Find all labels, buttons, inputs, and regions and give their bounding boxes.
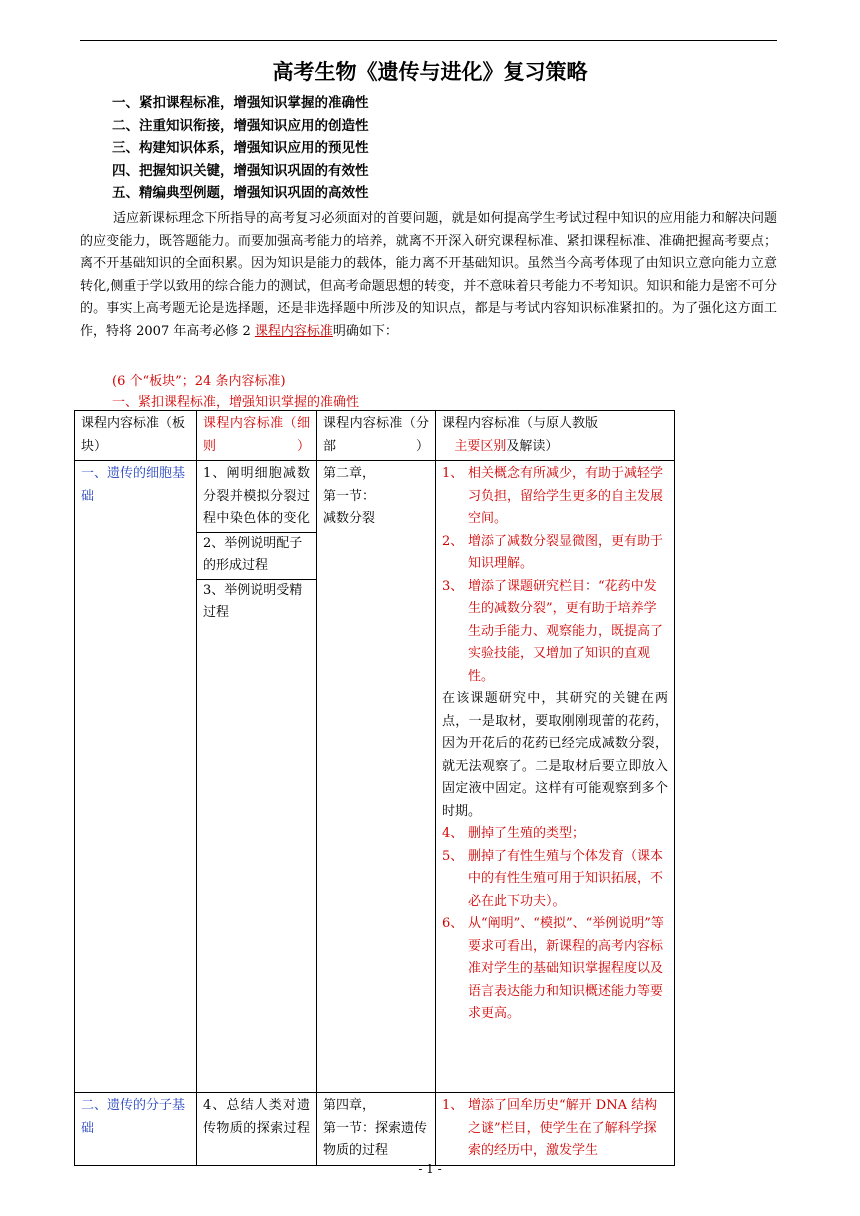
- outline-item: 三、构建知识体系，增强知识应用的预见性: [112, 140, 369, 156]
- list-item: 1、 增添了回牟历史“解开 DNA 结构之谜”栏目，使学生在了解科学探索的经历中，激发学生: [442, 1098, 658, 1158]
- header-main-difference: 主要区别: [454, 438, 507, 454]
- difference-list: [442, 1095, 668, 1163]
- list-item: 5、 删掉了有性生殖与个体发育（课本中的有性生殖可用于知识拓展，不必在此下功夫）。: [442, 848, 664, 909]
- difference-list: [442, 463, 668, 688]
- list-item: 6、 从“阐明”、“模拟”、“举例说明”等要求可看出，新课程的高考内容标准对学生的基础知识掌握程度以及语言表达能力和知识概述能力等要求更高。: [442, 916, 664, 1021]
- notes-cell: [436, 1093, 675, 1166]
- header-rule: [80, 40, 777, 41]
- document-title: 高考生物《遗传与进化》复习策略: [272, 60, 588, 84]
- notes-cell: [436, 461, 675, 1093]
- header-block: 课程内容标准（板块）: [75, 411, 197, 461]
- table-row: [75, 461, 675, 1093]
- header-section: 课程内容标准（分部）: [317, 411, 436, 461]
- list-item: 4、 删掉了生殖的类型；: [442, 826, 586, 841]
- list-item: 2、 增添了减数分裂显微图，更有助于知识理解。: [442, 533, 664, 571]
- list-item: 1、 相关概念有所减少，有助于减轻学习负担，留给学生更多的自主发展空间。: [442, 466, 664, 526]
- difference-list: [442, 823, 668, 1026]
- header-detail: 课程内容标准（细则）: [197, 411, 317, 461]
- detail-cell: [197, 461, 317, 1093]
- table-header-row: [75, 411, 675, 461]
- detail-item: 1、阐明细胞减数分裂并模拟分裂过程中染色体的变化: [197, 461, 316, 533]
- outline-item: 五、精编典型例题，增强知识巩固的高效性: [112, 185, 369, 201]
- section-cell: 第二章， 第一节： 减数分裂: [317, 461, 436, 1093]
- intro-paragraph: [80, 208, 777, 343]
- list-item: 3、 增添了课题研究栏目：“花药中发生的减数分裂”，更有助于培养学生动手能力、观察能力，既提高了实验技能，又增加了知识的直观性。: [442, 578, 664, 684]
- intro-text-end: 明确如下：: [332, 323, 398, 339]
- outline-list: [112, 92, 512, 205]
- section-subheading: 一、紧扣课程标准，增强知识掌握的准确性: [112, 395, 360, 410]
- detail-cell: 4、总结人类对遗传物质的探索过程: [197, 1093, 317, 1166]
- block-cell: 一、遗传的细胞基础: [75, 461, 197, 1093]
- section-cell: 第四章， 第一节：探索遗传物质的过程: [317, 1093, 436, 1166]
- standards-table: [74, 410, 675, 1166]
- detail-item: 3、举例说明受精过程: [203, 582, 303, 620]
- table-row: [75, 1093, 675, 1166]
- course-standard-link[interactable]: 课程内容标准: [254, 323, 333, 339]
- detail-item: 2、举例说明配子的形成过程: [197, 533, 316, 580]
- page-number: - 1 -: [418, 1162, 442, 1176]
- outline-item: 一、紧扣课程标准，增强知识掌握的准确性: [112, 95, 369, 111]
- header-notes: 课程内容标准（与原人教版 主要区别及解读）: [436, 411, 675, 461]
- outline-item: 二、注重知识衔接，增强知识应用的创造性: [112, 117, 369, 134]
- standards-count-note: (6 个“板块”；24 条内容标准): [112, 374, 286, 389]
- interpretation-paragraph: 在该课题研究中，其研究的关键在两点，一是取材，要取刚刚现蕾的花药，因为开花后的花药已经完成减数分裂，就无法观察了。二是取材后要立即放入固定液中固定。这样有可能观察到多个时期。: [442, 691, 668, 819]
- outline-item: 四、把握知识关键，增强知识巩固的有效性: [112, 162, 369, 179]
- intro-text: 适应新课标理念下所指导的高考复习必须面对的首要问题，就是如何提高学生考试过程中知识的应用能力和解决问题的应变能力，既答题能力。而要加强高考能力的培养，就离不开深入研究课程标准、紧扣课程标准、准确把握高考要点；离不开基础知识的全面积累。因为知识是能力的载体，能力离不开基础知识。虽然当今高考体现了由知识立意向能力立意转化,侧重于学以致用的综合能力的测试，但高考命题思想的转变，并不意味着只考能力不考知识。知识和能力是密不可分的。事实上高考题无论是选择题，还是非选择题中所涉及的知识点，都是与考试内容知识标准紧扣的。为了强化这方面工作，特将 2007 年高考必修 2: [80, 211, 777, 339]
- block-cell: 二、遗传的分子基础: [75, 1093, 197, 1166]
